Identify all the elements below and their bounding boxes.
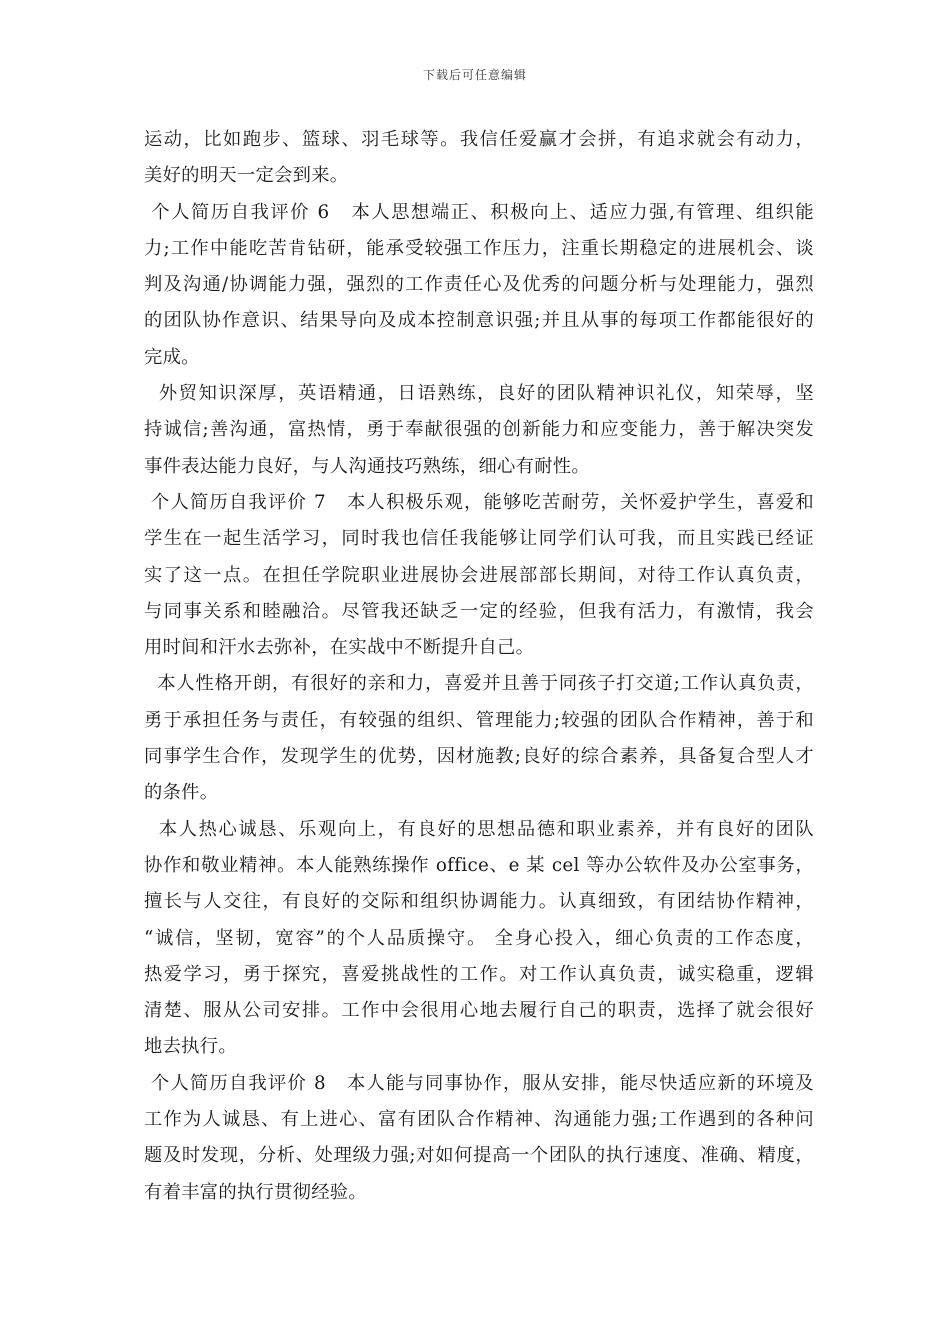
text-line: 个人简历自我评价 8 本人能与同事协作，服从安排，能尽快适应新的环境及 — [144, 1072, 814, 1094]
text-line: 个人简历自我评价 6 本人思想端正、积极向上、适应力强,有管理、组织能 — [144, 201, 814, 223]
text-line: 个人简历自我评价 7 本人积极乐观，能够吃苦耐劳，关怀爱护学生，喜爱和 — [144, 491, 814, 513]
text-line: 勇于承担任务与责任，有较强的组织、管理能力;较强的团队合作精神，善于和 — [144, 709, 814, 731]
text-line: 的团队协作意识、结果导向及成本控制意识强;并且从事的每项工作都能很好的 — [144, 310, 814, 332]
text-line: 运动，比如跑步、篮球、羽毛球等。我信任爱赢才会拼，有追求就会有动力， — [144, 129, 814, 150]
text-line: “诚信，坚韧，宽容”的个人品质操守。 全身心投入，细心负责的工作态度， — [144, 927, 814, 949]
text-line: 擅长与人交往，有良好的交际和组织协调能力。认真细致，有团结协作精神， — [144, 891, 814, 913]
document-body — [144, 122, 814, 1211]
text-line: 持诚信;善沟通，富热情，勇于奉献很强的创新能力和应变能力，善于解决突发 — [144, 419, 814, 441]
text-line: 与同事关系和睦融洽。尽管我还缺乏一定的经验，但我有活力，有激情，我会 — [144, 600, 814, 622]
text-line: 完成。 — [144, 346, 200, 368]
text-line: 热爱学习，勇于探究，喜爱挑战性的工作。对工作认真负责，诚实稳重，逻辑 — [144, 963, 814, 985]
text-line: 本人性格开朗，有很好的亲和力，喜爱并且善于同孩子打交道;工作认真负责， — [144, 673, 814, 695]
text-line: 学生在一起生活学习，同时我也信任我能够让同学们认可我，而且实践已经证 — [144, 528, 814, 550]
text-line: 题及时发现，分析、处理级力强;对如何提高一个团队的执行速度、准确、精度， — [144, 1145, 814, 1167]
text-line: 清楚、服从公司安排。工作中会很用心地去履行自己的职责，选择了就会很好 — [144, 1000, 814, 1022]
text-line: 工作为人诚恳、有上进心、富有团队合作精神、沟通能力强;工作遇到的各种问 — [144, 1109, 814, 1131]
text-line: 用时间和汗水去弥补，在实战中不断提升自己。 — [144, 637, 535, 659]
text-line: 的条件。 — [144, 782, 219, 804]
text-line: 美好的明天一定会到来。 — [144, 165, 349, 187]
text-line: 地去执行。 — [144, 1036, 237, 1058]
text-line: 力;工作中能吃苦肯钻研，能承受较强工作压力，注重长期稳定的进展机会、谈 — [144, 237, 814, 259]
text-line: 协作和敬业精神。本人能熟练操作 office、e 某 cel 等办公软件及办公室事务， — [144, 854, 814, 876]
text-line: 同事学生合作，发现学生的优势，因材施教;良好的综合素养，具备复合型人才 — [144, 746, 814, 768]
text-line: 事件表达能力良好，与人沟通技巧熟练，细心有耐性。 — [144, 455, 590, 477]
text-line: 有着丰富的执行贯彻经验。 — [144, 1181, 367, 1203]
text-line: 外贸知识深厚，英语精通，日语熟练，良好的团队精神识礼仪，知荣辱，坚 — [144, 383, 814, 405]
text-line: 判及沟通/协调能力强，强烈的工作责任心及优秀的问题分析与处理能力，强烈 — [144, 274, 814, 296]
page-header: 下载后可任意编辑 — [422, 68, 527, 82]
text-line: 本人热心诚恳、乐观向上，有良好的思想品德和职业素养，并有良好的团队 — [144, 818, 814, 840]
text-line: 实了这一点。在担任学院职业进展协会进展部部长期间，对待工作认真负责， — [144, 564, 814, 586]
